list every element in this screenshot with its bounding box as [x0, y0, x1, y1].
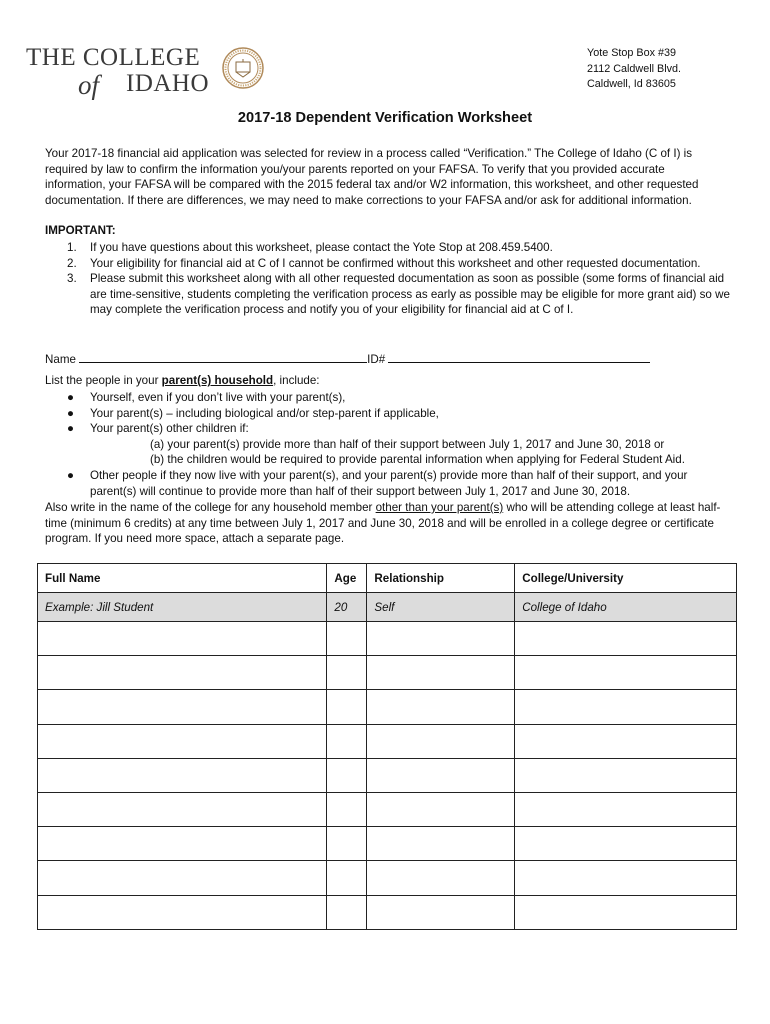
table-row	[38, 827, 737, 861]
list-item: ● Your parent(s) – including biological and/or step-parent if applicable,	[67, 406, 439, 420]
document-title: 2017-18 Dependent Verification Worksheet	[237, 110, 533, 126]
relationship-cell[interactable]	[367, 895, 515, 929]
list-item: ● Yourself, even if you don’t live with your parent(s),	[67, 391, 346, 404]
relationship-cell[interactable]	[367, 690, 515, 724]
age-cell[interactable]	[327, 827, 367, 861]
age-cell[interactable]	[327, 758, 367, 792]
name-cell[interactable]	[38, 861, 327, 895]
name-cell[interactable]	[38, 792, 327, 826]
relationship-cell[interactable]	[367, 622, 515, 656]
college-cell[interactable]	[515, 895, 737, 929]
relationship-cell[interactable]	[367, 827, 515, 861]
table-row	[38, 724, 737, 758]
header-age: Age	[327, 564, 367, 593]
name-cell[interactable]	[38, 895, 327, 929]
address-line-3: Caldwell, Id 83605	[587, 78, 676, 90]
intro-paragraph: Your 2017-18 financial aid application was selected for review in a process called “Verification.” The College of Idaho (C of I) is required by law to confirm the information you/your parents reported on your FAFSA. To verify that you provided accurate information, your FAFSA will be compared with the 2015 federal tax and/or W2 information, this worksheet, and other requested documentation. If there are differences, we may need to make corrections to your FAFSA and/or ask for additional information.	[45, 147, 699, 207]
age-cell[interactable]	[327, 622, 367, 656]
relationship-cell[interactable]	[367, 758, 515, 792]
college-cell[interactable]	[515, 622, 737, 656]
address-line-2: 2112 Caldwell Blvd.	[587, 62, 682, 75]
name-cell[interactable]	[38, 690, 327, 724]
example-relationship: Self	[367, 593, 515, 622]
college-cell[interactable]	[515, 861, 737, 895]
name-id-fields	[45, 350, 655, 366]
table-row	[38, 758, 737, 792]
college-logo	[26, 44, 266, 106]
logo-text-script: of	[78, 70, 100, 100]
household-intro: List the people in your parent(s) household, include:	[45, 374, 320, 387]
example-row	[38, 593, 737, 622]
college-cell[interactable]	[515, 758, 737, 792]
name-cell[interactable]	[38, 656, 327, 690]
relationship-cell[interactable]	[367, 724, 515, 758]
example-college: College of Idaho	[515, 593, 737, 622]
important-item: 1. If you have questions about this worksheet, please contact the Yote Stop at 208.459.5400.	[67, 241, 553, 254]
age-cell[interactable]	[327, 895, 367, 929]
relationship-cell[interactable]	[367, 861, 515, 895]
relationship-cell[interactable]	[367, 792, 515, 826]
college-seal-icon	[222, 47, 264, 89]
example-age: 20	[327, 593, 367, 622]
name-cell[interactable]	[38, 758, 327, 792]
name-cell[interactable]	[38, 724, 327, 758]
header-college: College/University	[515, 564, 737, 593]
logo-text-line1: THE COLLEGE	[26, 44, 201, 71]
header-full-name: Full Name	[38, 564, 327, 593]
id-label: ID#	[367, 353, 386, 366]
table-row	[38, 656, 737, 690]
name-cell[interactable]	[38, 622, 327, 656]
logo-text-line2: IDAHO	[126, 70, 210, 97]
table-row	[38, 895, 737, 929]
age-cell[interactable]	[327, 656, 367, 690]
household-criteria-list	[45, 390, 735, 499]
name-input-line[interactable]	[79, 350, 367, 363]
college-cell[interactable]	[515, 792, 737, 826]
table-row	[38, 622, 737, 656]
table-row	[38, 690, 737, 724]
table-row	[38, 861, 737, 895]
header-relationship: Relationship	[367, 564, 515, 593]
college-instructions: Also write in the name of the college for any household member other than your parent(s) who will be attending college at least half-time (minimum 6 credits) at any time between July 1, 2017 and June 30, 2018 and will be enrolled in a college degree or certificate program. If you need more space, attach a separate page.	[45, 501, 721, 546]
age-cell[interactable]	[327, 690, 367, 724]
college-cell[interactable]	[515, 827, 737, 861]
sub-item-b: (b) the children would be required to provide parental information when applying for Federal Student Aid.	[150, 453, 685, 467]
mailing-address	[587, 46, 681, 93]
age-cell[interactable]	[327, 861, 367, 895]
household-table	[37, 563, 737, 930]
important-list	[45, 240, 735, 318]
college-cell[interactable]	[515, 656, 737, 690]
important-item: 3. Please submit this worksheet along with all other requested documentation as soon as possible (some forms of financial aid are time-sensitive, students completing the verification process as early as possible may be eligible for more grant aid) so we may complete the verification process and notify you of your eligibility for financial aid at C of I.	[67, 272, 730, 317]
age-cell[interactable]	[327, 792, 367, 826]
relationship-cell[interactable]	[367, 656, 515, 690]
table-row	[38, 792, 737, 826]
college-cell[interactable]	[515, 690, 737, 724]
address-line-1: Yote Stop Box #39	[587, 47, 677, 59]
important-heading: IMPORTANT:	[45, 224, 116, 237]
name-cell[interactable]	[38, 827, 327, 861]
age-cell[interactable]	[327, 724, 367, 758]
table-header-row	[38, 564, 737, 593]
college-cell[interactable]	[515, 724, 737, 758]
list-item: ● Your parent(s) other children if: (a) your parent(s) provide more than half of their support between July 1, 2017 and June 30, 2018 or (b) the children would be required to provide parental information when applying for Federal Student Aid.	[45, 421, 735, 468]
name-label: Name	[45, 353, 76, 366]
sub-item-a: (a) your parent(s) provide more than half of their support between July 1, 2017 and June 30, 2018 or	[150, 437, 665, 451]
id-input-line[interactable]	[388, 350, 650, 363]
important-item: 2. Your eligibility for financial aid at C of I cannot be confirmed without this worksheet and other requested documentation.	[67, 256, 701, 270]
list-item: ● Other people if they now live with your parent(s), and your parent(s) provide more than half of their support, and your parent(s) will continue to provide more than half of their support between July 1, 2017 and June 30, 2018.	[67, 468, 688, 498]
example-name: Example: Jill Student	[38, 593, 327, 622]
